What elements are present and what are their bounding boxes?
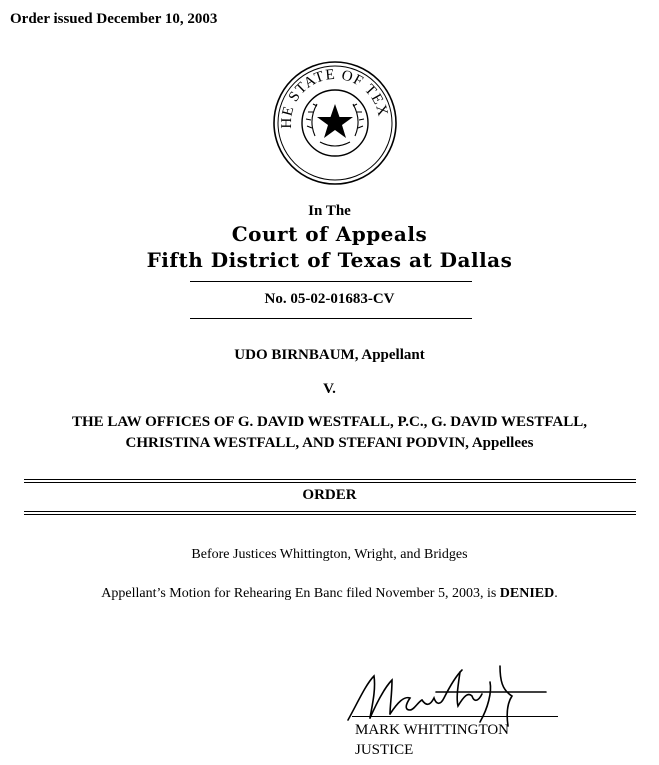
ruling-period: . <box>554 586 558 601</box>
ruling-paragraph <box>0 586 659 602</box>
seal-ring-text: HE STATE OF TEX <box>278 66 391 129</box>
ruling-word: DENIED <box>499 586 555 601</box>
rule-above-order <box>24 479 636 483</box>
versus-label: V. <box>323 381 336 397</box>
order-issued-date: Order issued December 10, 2003 <box>10 11 218 27</box>
motion-text: Appellant’s Motion for Rehearing En Banc filed November 5, 2003, is <box>101 586 500 601</box>
rule-below-order <box>24 511 636 515</box>
signer-name: MARK WHITTINGTON <box>355 722 510 738</box>
signer-title: JUSTICE <box>355 742 414 758</box>
case-number: No. 05-02-01683-CV <box>264 291 395 307</box>
rule-above-case-no <box>190 281 472 282</box>
signature-line <box>352 716 558 717</box>
court-name: Court of Appeals <box>231 222 428 246</box>
rule-below-case-no <box>190 318 472 319</box>
texas-state-seal <box>270 58 400 188</box>
justices-line: Before Justices Whittington, Wright, and Bridges <box>191 547 468 562</box>
seal-star-icon <box>317 104 353 138</box>
court-in-the: In The <box>308 203 351 219</box>
appellees-line-2: CHRISTINA WESTFALL, AND STEFANI PODVIN, Appellees <box>125 435 534 451</box>
order-heading: ORDER <box>302 487 357 503</box>
appellant-name: UDO BIRNBAUM, Appellant <box>234 347 425 363</box>
appellees-line-1: THE LAW OFFICES OF G. DAVID WESTFALL, P.C., G. DAVID WESTFALL, <box>72 414 587 430</box>
court-district: Fifth District of Texas at Dallas <box>146 248 513 272</box>
